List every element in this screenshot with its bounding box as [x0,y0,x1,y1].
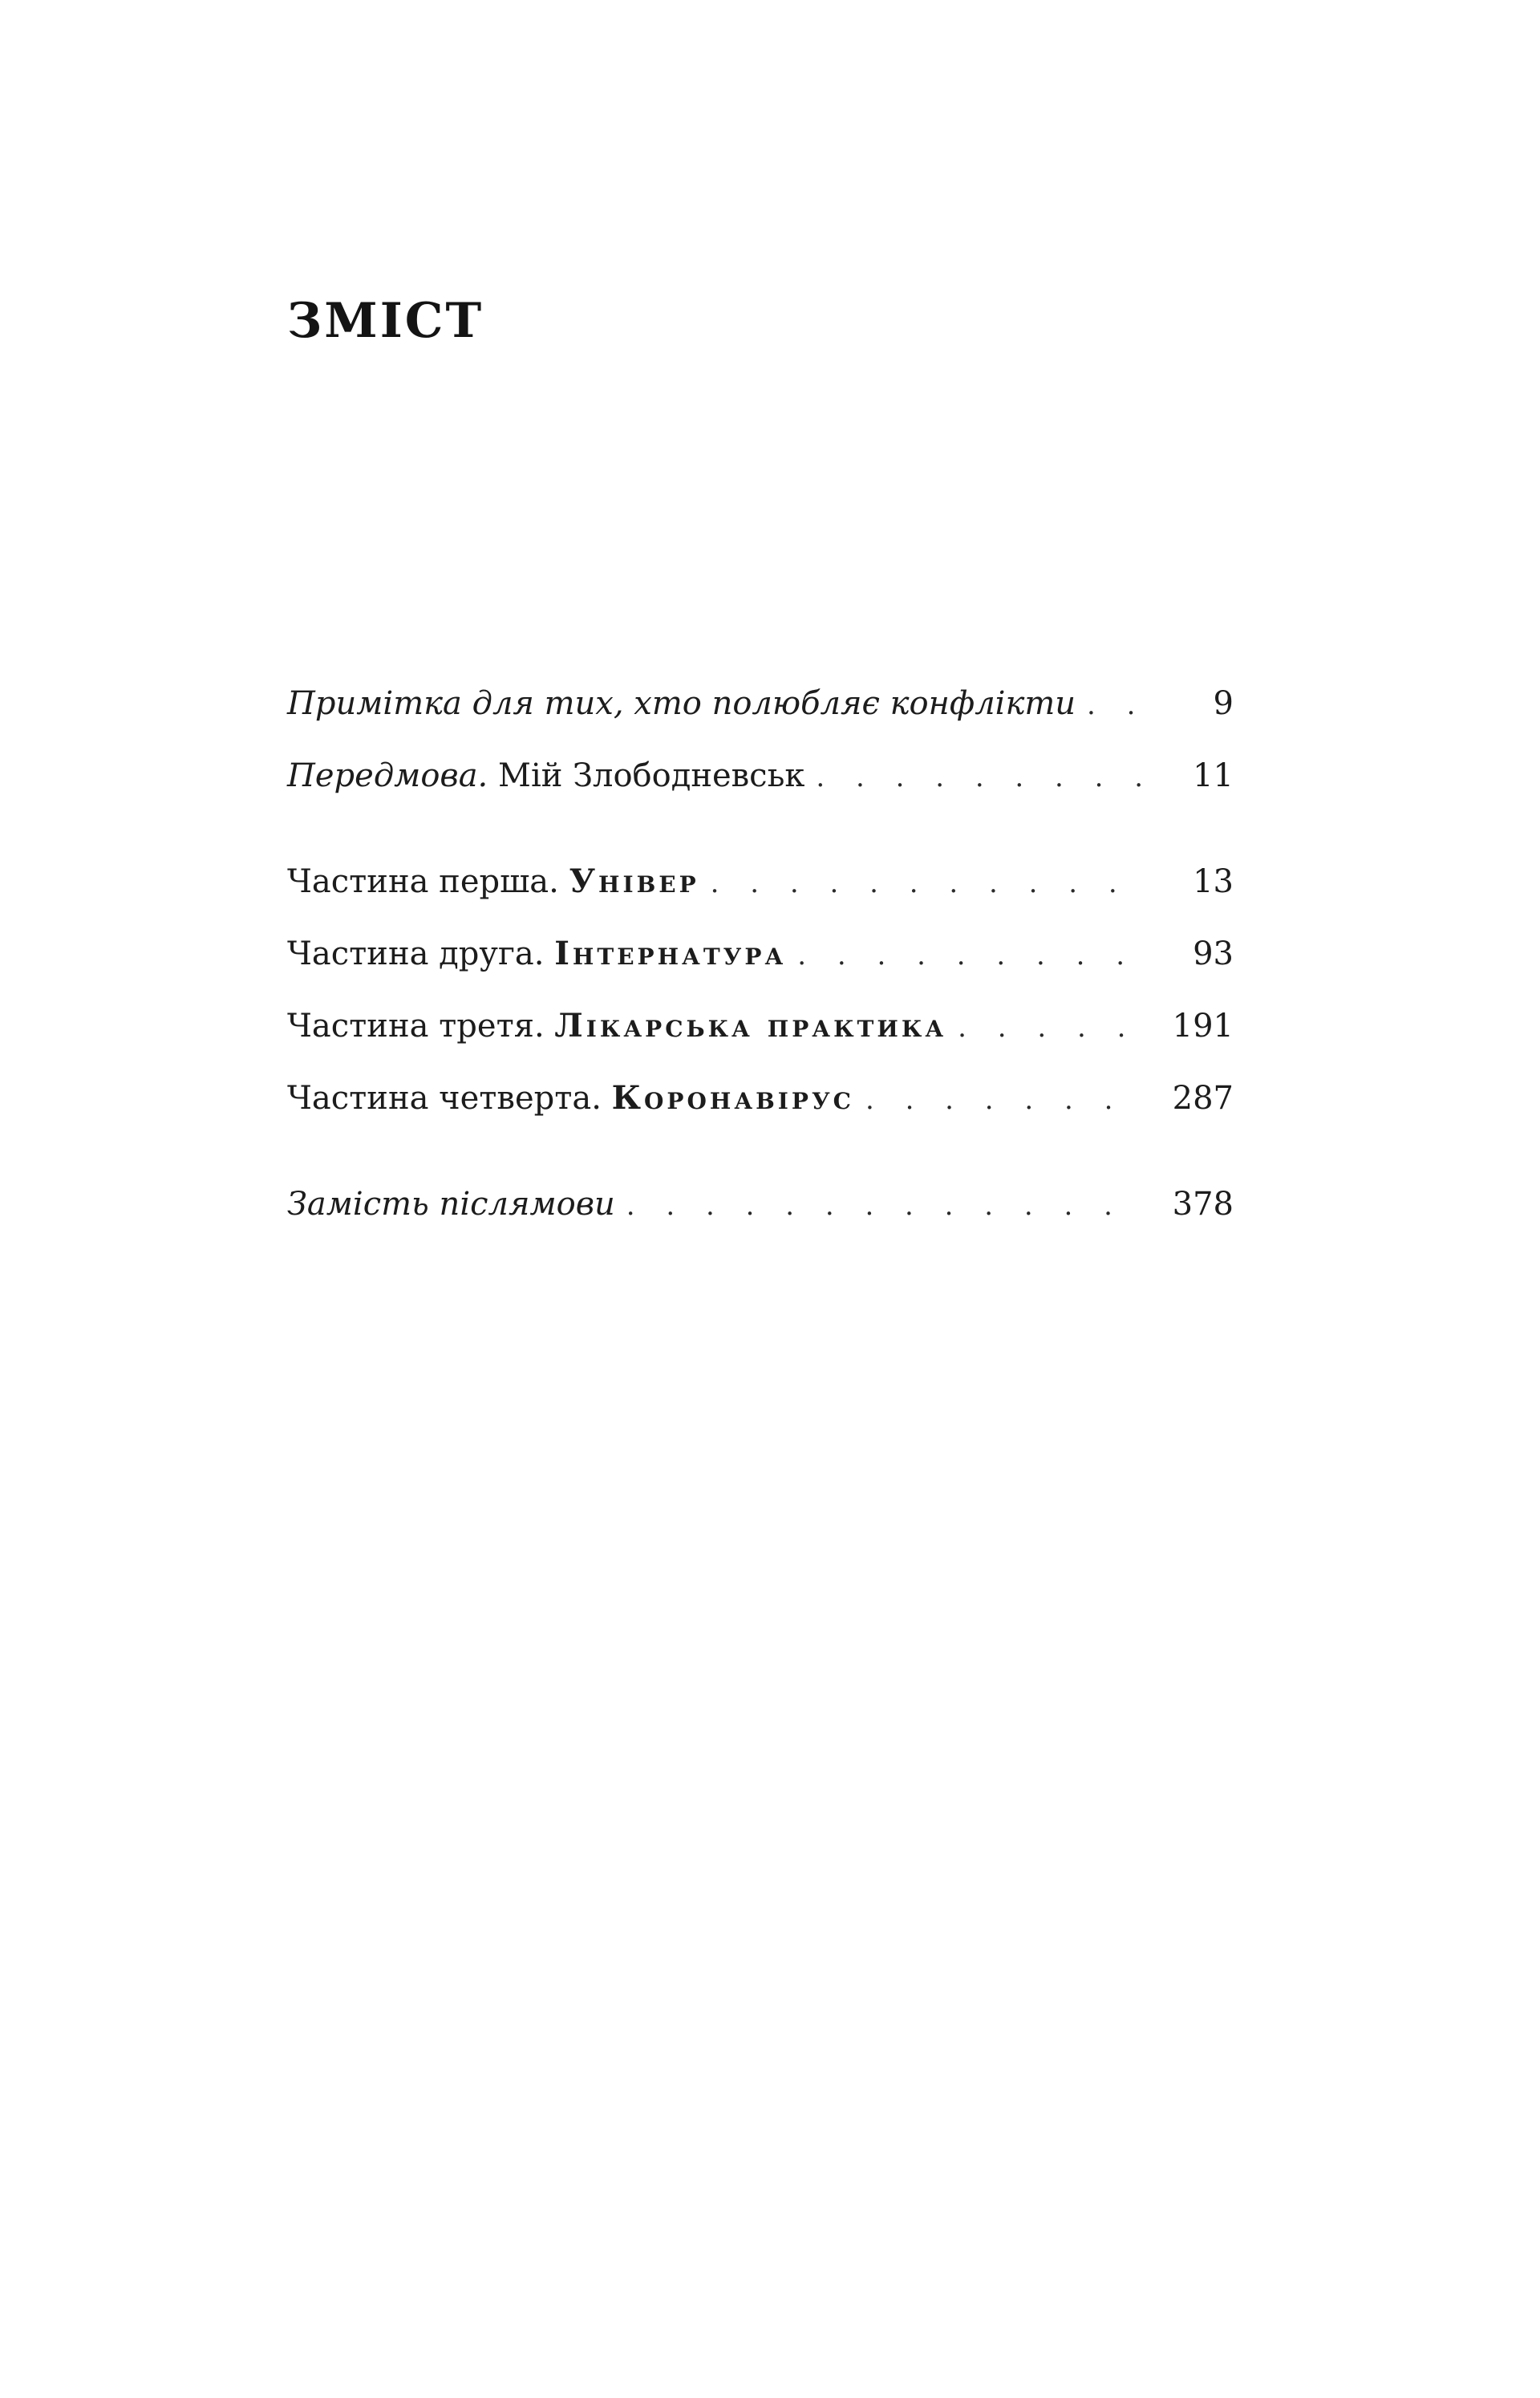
toc-entry-part-label: Частина четверта. [287,1080,612,1117]
toc-page-number: 378 [1172,1186,1234,1223]
toc-page-number: 13 [1193,863,1234,900]
toc-page-number: 287 [1172,1080,1234,1117]
toc-entry-title [287,918,786,990]
toc-entry-title [287,740,804,812]
toc-entry-part-title: Коронавірус [611,1079,854,1117]
toc-page-number: 191 [1172,1008,1234,1045]
toc-entry-title [287,667,1076,740]
toc-leader-dots [711,847,1144,919]
toc-entry [287,990,1234,1062]
toc-entry-part-label: Частина друга. [287,935,555,972]
toc-entry-title [287,846,699,918]
toc-page-number: 93 [1193,935,1234,972]
toc-entry-title [287,1062,854,1134]
toc-entry-italic-text: Передмова. [287,757,488,794]
toc-entry-part-label: Частина перша. [287,863,569,900]
toc-entry-italic-text: Замість післямови [287,1186,615,1223]
toc-entry [287,918,1234,990]
toc-entry-title [287,990,946,1062]
toc-leader-dots [626,1170,1144,1242]
table-of-contents [287,667,1234,1240]
toc-entry-part-title: Універ [569,862,699,900]
toc-entry-title [287,1168,615,1240]
toc-entry-italic-text: Примітка для тих, хто полюбляє конфлікти [287,685,1076,722]
toc-entry [287,667,1234,740]
toc-entry-text: Мій Злободневськ [488,757,805,794]
toc-entry-part-title: Інтернатура [554,935,787,972]
toc-page-number: 11 [1193,757,1234,794]
toc-leader-dots [1087,669,1144,741]
toc-page-number: 9 [1213,685,1234,722]
toc-leader-dots [865,1064,1144,1136]
toc-leader-dots [958,992,1144,1064]
toc-heading: ЗМІСТ [287,293,484,349]
toc-leader-dots [816,741,1144,814]
toc-entry [287,1062,1234,1134]
toc-entry-part-title: Лікарська практика [554,1007,947,1045]
toc-entry-part-label: Частина третя. [287,1008,555,1045]
toc-entry [287,1168,1234,1240]
toc-entry [287,740,1234,812]
toc-entry [287,846,1234,918]
toc-leader-dots [797,919,1144,992]
